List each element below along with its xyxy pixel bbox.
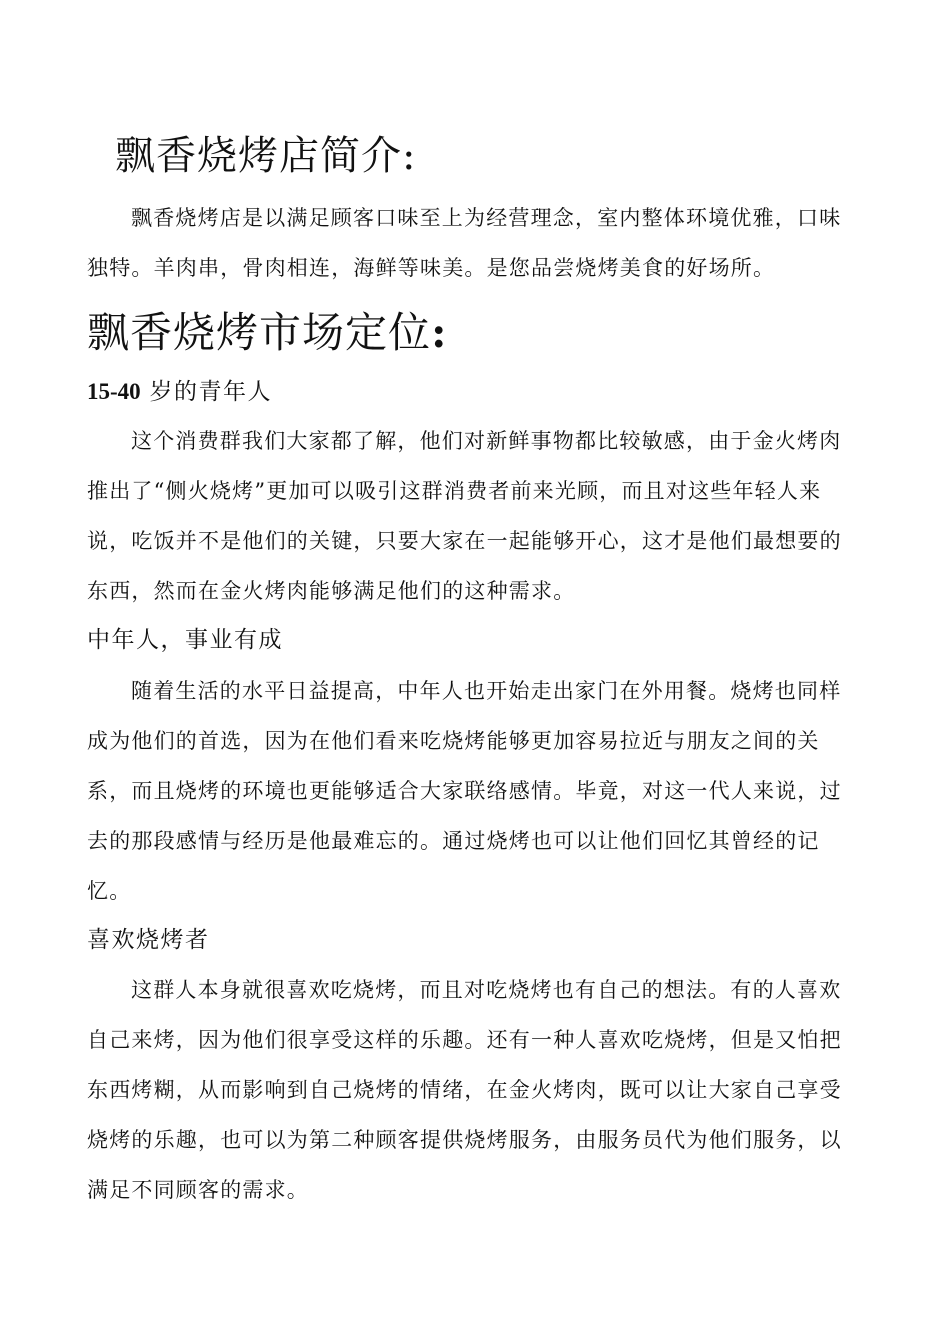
intro-title: 飘香烧烤店简介: — [115, 133, 417, 179]
segment-heading-middle-aged: 中年人，事业有成 — [87, 627, 283, 653]
segment-paragraph-youth: 这个消费群我们大家都了解，他们对新鲜事物都比较敏感，由于金火烤肉推出了“侧火烧烤”更加可以吸引这群消费者前来光顾，而且对这些年轻人来说，吃饭并不是他们的关键，只要大家在一起能够开心，这才是他们最想要的东西，然而在金火烤肉能够满足他们的这种需求。 — [87, 429, 842, 603]
positioning-title-text: 飘香烧烤市场定位 — [87, 308, 432, 357]
segment-heading-bbq-lovers: 喜欢烧烤者 — [87, 927, 210, 953]
segment-paragraph-middle-aged: 随着生活的水平日益提高，中年人也开始走出家门在外用餐。烧烤也同样成为他们的首选，因为在他们看来吃烧烤能够更加容易拉近与朋友之间的关系，而且烧烤的环境也更能够适合大家联络感情。毕竟，对这一代人来说，过去的那段感情与经历是他最难忘的。通过烧烤也可以让他们回忆其曾经的记忆。 — [87, 679, 842, 903]
intro-paragraph: 飘香烧烤店是以满足顾客口味至上为经营理念，室内整体环境优雅，口味独特。羊肉串，骨肉相连，海鲜等味美。是您品尝烧烤美食的好场所。 — [87, 206, 842, 280]
positioning-title — [87, 304, 448, 362]
segment-heading-youth — [87, 372, 272, 412]
segment-heading-youth-age: 15-40 — [87, 379, 141, 404]
segment-heading-youth-text: 岁的青年人 — [149, 379, 272, 405]
segment-paragraph-bbq-lovers: 这群人本身就很喜欢吃烧烤，而且对吃烧烤也有自己的想法。有的人喜欢自己来烤，因为他们很享受这样的乐趣。还有一种人喜欢吃烧烤，但是又怕把东西烤糊，从而影响到自己烧烤的情绪，在金火烤肉，既可以让大家自己享受烧烤的乐趣，也可以为第二种顾客提供烧烤服务，由服务员代为他们服务，以满足不同顾客的需求。 — [87, 978, 842, 1202]
positioning-title-colon: : — [431, 308, 448, 357]
